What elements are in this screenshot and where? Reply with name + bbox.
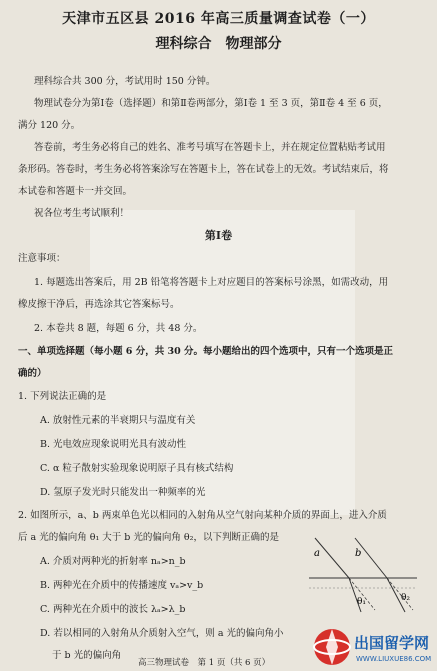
- section-title: 第Ⅰ卷: [204, 229, 233, 242]
- intro-line-6: 本试卷和答题卡一并交回。: [18, 186, 133, 197]
- q2-option-d: D. 若以相同的入射角从介质射入空气，则 a 光的偏向角小: [40, 628, 284, 639]
- refraction-diagram: [305, 532, 423, 618]
- intro-line-5: 条形码。答卷时，考生务必将答案涂写在答题卡上，答在试卷上的无效。考试结束后，将: [18, 164, 389, 175]
- ray-a-incident: [315, 538, 349, 578]
- part-heading: 一、单项选择题（每小题 6 分，共 30 分。每小题给出的四个选项中，只有一个选项是正: [18, 346, 394, 357]
- q1-option-b: B. 光电效应现象说明光具有波动性: [40, 439, 187, 450]
- logo-title: 出国留学网: [354, 634, 430, 652]
- label-theta2: θ₂: [401, 593, 411, 603]
- exam-subtitle: 理科综合 物理部分: [155, 36, 282, 52]
- intro-line-1: 理科综合共 300 分，考试用时 150 分钟。: [34, 76, 216, 87]
- q2-option-c: C. 两种光在介质中的波长 λₐ>λ_b: [40, 604, 186, 615]
- intro-line-4: 答卷前，考生务必将自己的姓名、准考号填写在答题卡上，并在规定位置粘贴考试用: [34, 142, 386, 153]
- intro-line-3: 满分 120 分。: [18, 120, 81, 131]
- q2-option-d-cont: 于 b 光的偏向角: [52, 650, 122, 661]
- q2-stem-line-2: 后 a 光的偏向角 θ₁ 大于 b 光的偏向角 θ₂，以下判断正确的是: [18, 532, 279, 543]
- label-a: a: [314, 548, 320, 559]
- page-footer: 高三物理试卷 第 1 页（共 6 页）: [138, 658, 271, 668]
- exam-title: 天津市五区县 2016 年高三质量调查试卷（一）: [62, 11, 375, 27]
- logo-url: WWW.LIUXUE86.COM: [356, 655, 432, 663]
- q1-option-c: C. α 粒子散射实验现象说明原子具有核式结构: [40, 463, 234, 474]
- q1-option-d: D. 氢原子发光时只能发出一种频率的光: [40, 487, 206, 498]
- part-heading-cont: 确的）: [18, 368, 47, 379]
- q1-stem: 1. 下列说法正确的是: [18, 391, 107, 402]
- q1-option-a: A. 放射性元素的半衰期只与温度有关: [40, 415, 196, 426]
- note-1-cont: 橡皮擦干净后，再选涂其它答案标号。: [18, 299, 180, 310]
- note-2: 2. 本卷共 8 题，每题 6 分，共 48 分。: [34, 323, 203, 334]
- q2-option-a: A. 介质对两种光的折射率 nₐ>n_b: [40, 556, 186, 567]
- site-logo: [312, 626, 434, 668]
- q2-option-b: B. 两种光在介质中的传播速度 vₐ>v_b: [40, 580, 204, 591]
- note-1: 1. 每题选出答案后，用 2B 铅笔将答题卡上对应题目的答案标号涂黑，如需改动，用: [34, 277, 389, 288]
- intro-line-7: 祝各位考生考试顺利！: [34, 208, 130, 219]
- label-theta1: θ₁: [357, 597, 367, 607]
- intro-line-2: 物理试卷分为第Ⅰ卷（选择题）和第Ⅱ卷两部分，第Ⅰ卷 1 至 3 页，第Ⅱ卷 4 至 6 页，: [34, 98, 388, 109]
- q2-stem-line-1: 2. 如图所示，a、b 两束单色光以相同的入射角从空气射向某种介质的界面上，进入介质: [18, 510, 387, 521]
- label-b: b: [355, 548, 362, 559]
- notes-title: 注意事项：: [18, 253, 66, 264]
